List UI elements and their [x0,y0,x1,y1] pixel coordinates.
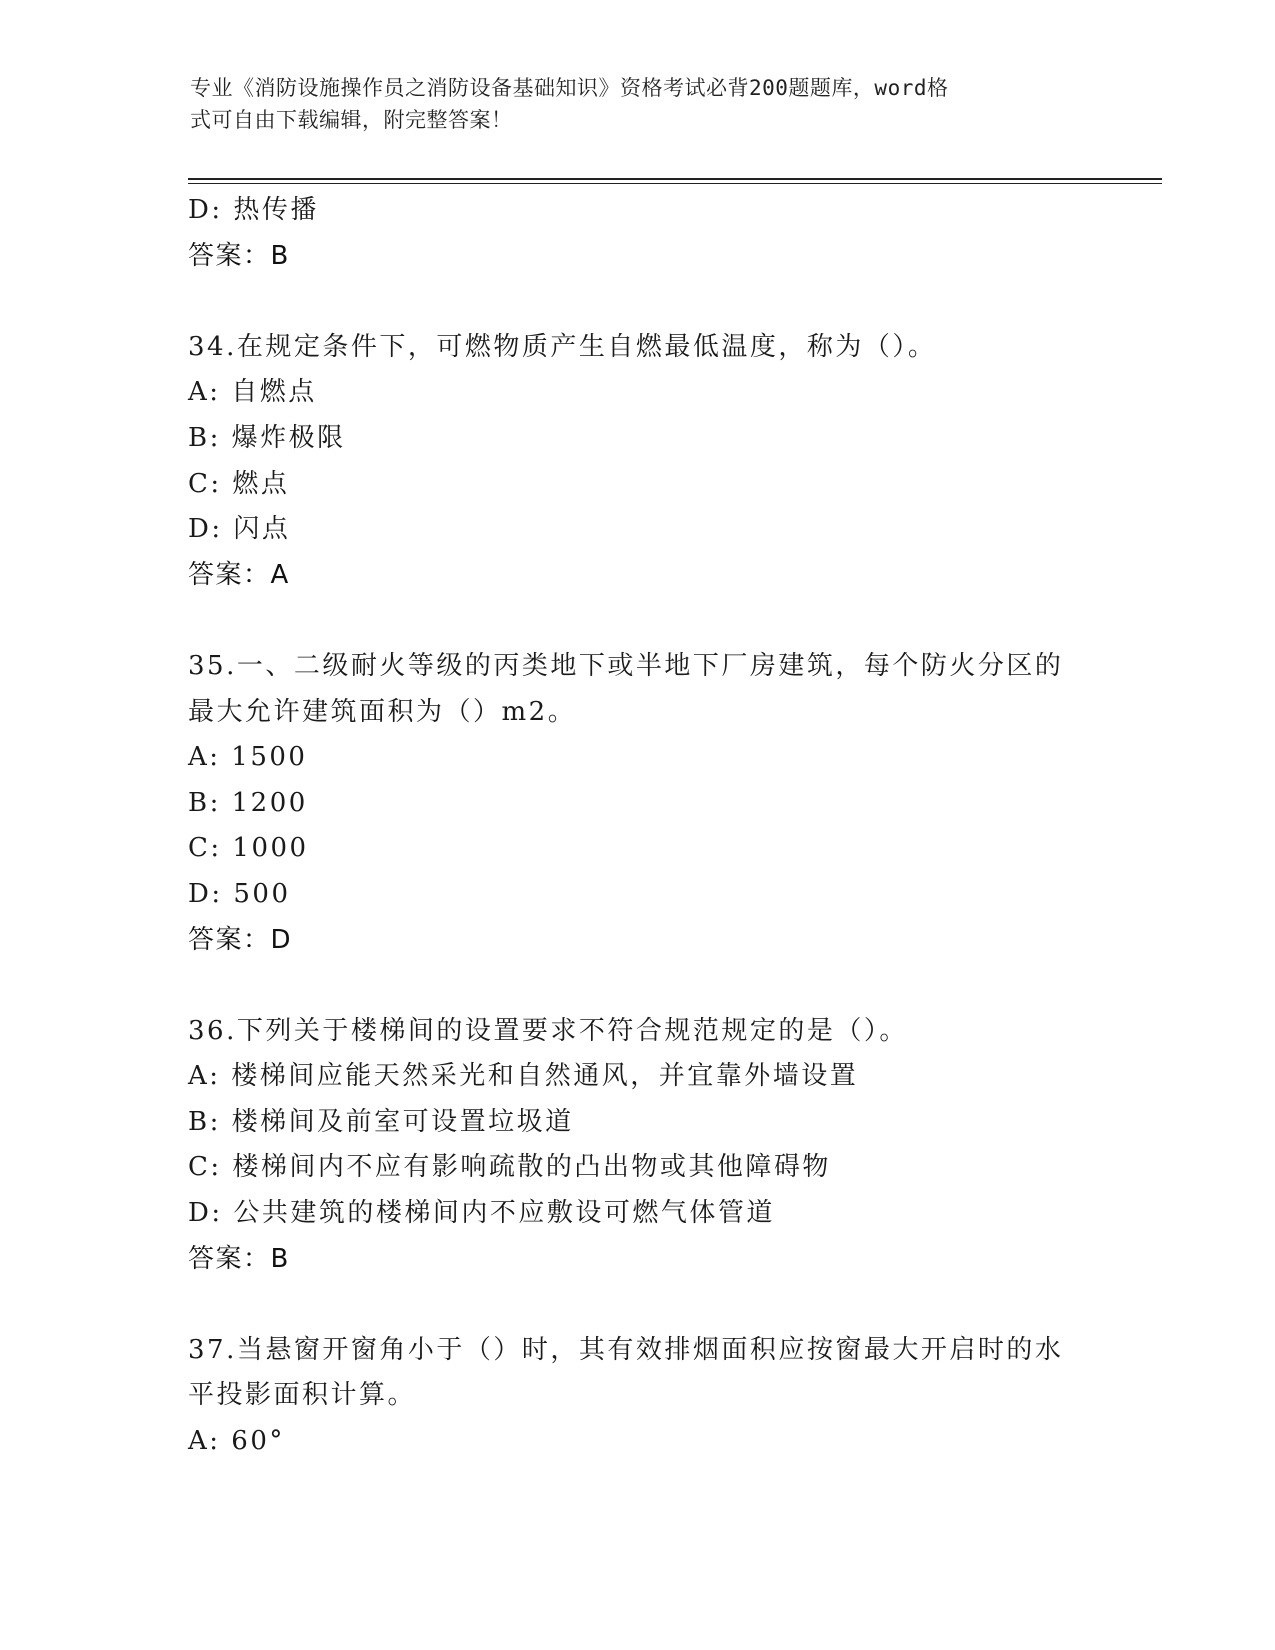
question-text: 34.在规定条件下，可燃物质产生自燃最低温度，称为（）。 [188,331,937,362]
option-c: C: 1000 [188,833,309,864]
question-text-line-2: 最大允许建筑面积为（）m2。 [188,696,577,727]
answer-line: 答案：A [188,559,290,590]
option-d: D: 闪点 [188,514,291,545]
answer-line: 答案：B [188,240,290,271]
option-a: A: 楼梯间应能天然采光和自然通风，并宜靠外墙设置 [188,1061,859,1092]
spacer [188,963,1088,1009]
question-text: 36.下列关于楼梯间的设置要求不符合规范规定的是（）。 [188,1015,908,1046]
option-b: B: 楼梯间及前室可设置垃圾道 [188,1106,574,1137]
document-body [188,188,1088,1465]
option-a: A: 1500 [188,742,308,773]
option-d: D: 热传播 [188,195,319,225]
question-33-tail [188,188,1088,279]
question-text-line-1: 37.当悬窗开窗角小于（）时，其有效排烟面积应按窗最大开启时的水 [188,1334,1064,1365]
answer-line: 答案：D [188,924,293,955]
question-34 [188,325,1088,599]
question-text-line-2: 平投影面积计算。 [188,1380,417,1411]
spacer [188,598,1088,644]
spacer [188,1282,1088,1328]
question-37 [188,1328,1088,1465]
option-c: C: 楼梯间内不应有影响疏散的凸出物或其他障碍物 [188,1152,831,1183]
option-d: D: 500 [188,878,291,909]
option-b: B: 爆炸极限 [188,422,346,453]
document-header [190,72,1080,136]
header-rule-thick [188,178,1162,180]
spacer [188,279,1088,325]
header-title-line-2: 式可自由下载编辑，附完整答案！ [190,108,513,132]
header-title-line-1: 专业《消防设施操作员之消防设备基础知识》资格考试必背200题题库，word格 [190,76,949,100]
question-text-line-1: 35.一、二级耐火等级的丙类地下或半地下厂房建筑，每个防火分区的 [188,650,1064,681]
option-d: D: 公共建筑的楼梯间内不应敷设可燃气体管道 [188,1198,775,1229]
option-a: A: 60° [188,1426,285,1457]
option-c: C: 燃点 [188,468,290,499]
answer-line: 答案：B [188,1243,290,1274]
option-b: B: 1200 [188,787,308,818]
header-rule-thin [188,183,1162,184]
question-36 [188,1009,1088,1283]
question-35 [188,644,1088,963]
option-a: A: 自燃点 [188,377,317,408]
